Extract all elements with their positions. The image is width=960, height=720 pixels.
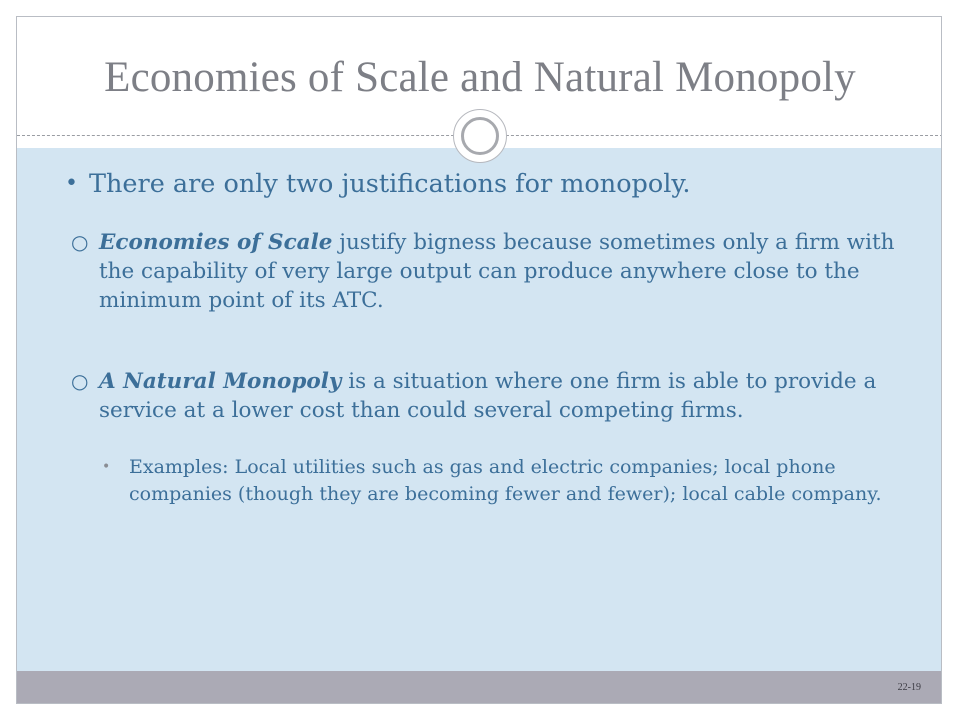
term-natural-monopoly: A Natural Monopoly xyxy=(99,369,342,394)
slide-frame xyxy=(16,16,942,704)
example-text: Examples: Local utilities such as gas and electric companies; local phone companies (though they are becoming fewer and fewer); local cable company. xyxy=(129,456,882,505)
definition-natural-monopoly: is a situation where one firm is able to provide a service at a lower cost than could several competing firms. xyxy=(99,369,877,423)
ring-decoration-icon xyxy=(453,109,507,163)
definition-economies-of-scale: justify bigness because sometimes only a firm with the capability of very large output can produce anywhere close to the minimum point of its ATC. xyxy=(99,230,895,313)
footer-band xyxy=(17,671,942,704)
page-number: 22-19 xyxy=(897,682,921,693)
term-economies-of-scale: Economies of Scale xyxy=(99,230,333,255)
sub-bullet-text xyxy=(99,228,919,315)
inner-ring xyxy=(461,117,499,155)
slide-title: Economies of Scale and Natural Monopoly xyxy=(104,54,856,101)
bullet-dot-icon: • xyxy=(65,171,78,196)
sub-bullet-text xyxy=(99,367,919,425)
hollow-circle-bullet-icon: ○ xyxy=(71,230,89,254)
hollow-circle-bullet-icon: ○ xyxy=(71,369,89,393)
main-bullet-text: There are only two justifications for monopoly. xyxy=(89,169,691,199)
small-dot-bullet-icon: • xyxy=(102,459,111,475)
